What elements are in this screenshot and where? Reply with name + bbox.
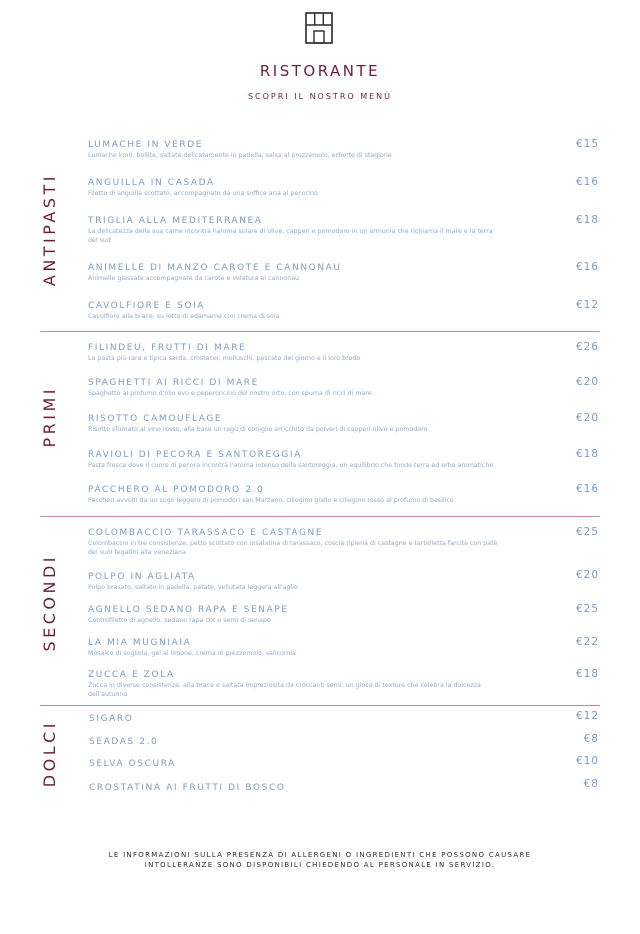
dish-item: [88, 178, 598, 198]
dish-name: SEADAS 2.0: [89, 737, 159, 747]
dish-price: €18: [575, 214, 599, 226]
dish-price: €18: [575, 448, 599, 460]
dish-description: La delicatezza della sua carne incontra l'aroma solare di olive, capperi e pomodoro in un armonia che richiama il mare e la terra del sud: [88, 228, 493, 244]
dish-description: Pasta fresca dove il cuore di pecora incontra l'aroma intenso della santoreggia, un equilibrio che fonde terra ed erbe aromatiche: [88, 462, 494, 469]
section-label-secondi: SECONDI: [40, 554, 59, 652]
dish-name: ANGUILLA IN CASADA: [88, 178, 215, 188]
dish-name: CROSTATINA AI FRUTTI DI BOSCO: [89, 783, 286, 793]
dish-item: [88, 216, 598, 245]
dish-name: SELVA OSCURA: [89, 759, 176, 769]
dish-name: SPAGHETTI AI RICCI DI MARE: [88, 378, 259, 388]
dish-item: [88, 638, 598, 658]
dish-price: €25: [575, 526, 599, 538]
allergen-notice-line: INTOLLERANZE SONO DISPONIBILI CHIEDENDO AL PERSONALE IN SERVIZIO.: [144, 861, 496, 869]
dish-name: TRIGLIA ALLA MEDITERRANEA: [88, 216, 263, 226]
dish-description: Cavolfiore alla brace, su letto di edamame con crema di soia: [88, 313, 280, 320]
dish-price: €15: [575, 138, 599, 150]
dish-name: RAVIOLI DI PECORA E SANTOREGGIA: [88, 450, 302, 460]
section-dolci: [40, 705, 600, 800]
dish-price: €26: [575, 341, 599, 353]
allergen-notice: [0, 850, 640, 870]
section-antipasti: [40, 128, 600, 332]
page-title: RISTORANTE: [259, 62, 381, 80]
dish-price: €25: [575, 603, 599, 615]
dish-item: [88, 414, 598, 434]
dish-item: [88, 572, 598, 592]
dish-description: Filetto di anguilla scottato, accompagnato da una soffice aria al pecorino: [88, 190, 318, 197]
dish-description: Animelle glassate accompagnate da carote e velatura al cannonau: [88, 275, 300, 282]
dish-price: €10: [575, 755, 599, 767]
dish-description: Paccheri avvolti da un sugo leggero di pomodori san Marzano, ciliegino giallo e ciliegino rosso al profumo di basilico: [88, 497, 454, 504]
dish-item: [88, 301, 598, 321]
dish-price: €16: [575, 261, 599, 273]
section-secondi: [40, 516, 600, 706]
dish-name: LUMACHE IN VERDE: [88, 140, 204, 150]
section-label-dolci: DOLCI: [40, 720, 59, 788]
dish-price: €18: [575, 668, 599, 680]
section-label-antipasti: ANTIPASTI: [40, 173, 59, 287]
dish-description: Colombaccio in tre consistenze, petto scottato con insalatina di tarassaco, coscia ripiena di castagne e tartelletta farcita con patè dei suoi fegatini alla veneziana: [88, 540, 498, 556]
dish-item: [89, 759, 599, 769]
dish-item: [88, 528, 598, 557]
dish-price: €12: [575, 299, 599, 311]
dish-name: AGNELLO SEDANO RAPA E SENAPE: [88, 605, 289, 615]
section-primi: [40, 331, 600, 517]
dish-description: Controfiletto di agnello, sedano rapa cbt e semi di senape: [88, 617, 271, 624]
dish-description: Zucca in diverse consistenze, alla brace e saltata impreziosita da croccanti semi: un gioco di texture che celebra la dolcezza dell'autunno: [88, 682, 481, 698]
dish-description: Risotto sfumato al vino rosso, alla base un ragù di coniglio arricchito da polveri di capperi olive e pomodoro: [88, 426, 428, 433]
dish-name: SIGARO: [89, 714, 134, 724]
dish-name: ANIMELLE DI MANZO CAROTE E CANNONAU: [88, 263, 342, 273]
allergen-notice-line: LE INFORMAZIONI SULLA PRESENZA DI ALLERGENI O INGREDIENTI CHE POSSONO CAUSARE: [108, 851, 532, 859]
dish-name: POLPO IN AGLIATA: [88, 572, 196, 582]
page-subtitle: SCOPRI IL NOSTRO MENÙ: [247, 92, 393, 101]
dish-description: Spaghetto al profumo d'olio evo e peperoncino del nostro orto, con spuma di ricci di mare: [88, 390, 372, 397]
dish-price: €16: [575, 176, 599, 188]
dish-name: FILINDEU, FRUTTI DI MARE: [88, 343, 247, 353]
dish-price: €12: [575, 710, 599, 722]
dish-price: €20: [575, 412, 599, 424]
dish-item: [88, 485, 598, 505]
dish-item: [88, 605, 598, 625]
dish-item: [88, 140, 598, 160]
dish-item: [88, 378, 598, 398]
dish-price: €20: [575, 376, 599, 388]
dish-price: €8: [583, 733, 599, 745]
dish-price: €20: [575, 569, 599, 581]
dish-description: Lumache km0, bollite, saltate delicatamente in padella, salsa al prezzemolo, erbette di stagione: [88, 152, 392, 159]
dish-price: €8: [583, 778, 599, 790]
dish-name: ZUCCA E ZOLA: [88, 670, 175, 680]
dish-name: COLOMBACCIO TARASSACO E CASTAGNE: [88, 528, 324, 538]
dish-description: La pasta più rara e tipica sarda, crostacei, molluschi, pescato del giorno e il loro brodo: [88, 355, 361, 362]
dish-description: Mosaico di sogliola, gel al limone, crema di prezzemolo, salicornia: [88, 650, 296, 657]
dish-name: PACCHERO AL POMODORO 2.0: [88, 485, 265, 495]
dish-item: [88, 450, 598, 470]
section-label-primi: PRIMI: [40, 386, 59, 448]
dish-price: €16: [575, 483, 599, 495]
dish-item: [89, 714, 599, 724]
dish-name: RISOTTO CAMOUFLAGE: [88, 414, 223, 424]
dish-name: LA MIA MUGNIAIA: [88, 638, 192, 648]
dish-price: €22: [575, 636, 599, 648]
restaurant-logo-icon: [305, 12, 333, 44]
dish-item: [89, 783, 599, 793]
dish-item: [88, 343, 598, 363]
dish-description: Polpo brasato, saltato in padella, patate, vellutata leggera all'aglio: [88, 584, 298, 591]
dish-item: [89, 737, 599, 747]
dish-item: [88, 263, 598, 283]
dish-item: [88, 670, 598, 699]
dish-name: CAVOLFIORE E SOIA: [88, 301, 206, 311]
